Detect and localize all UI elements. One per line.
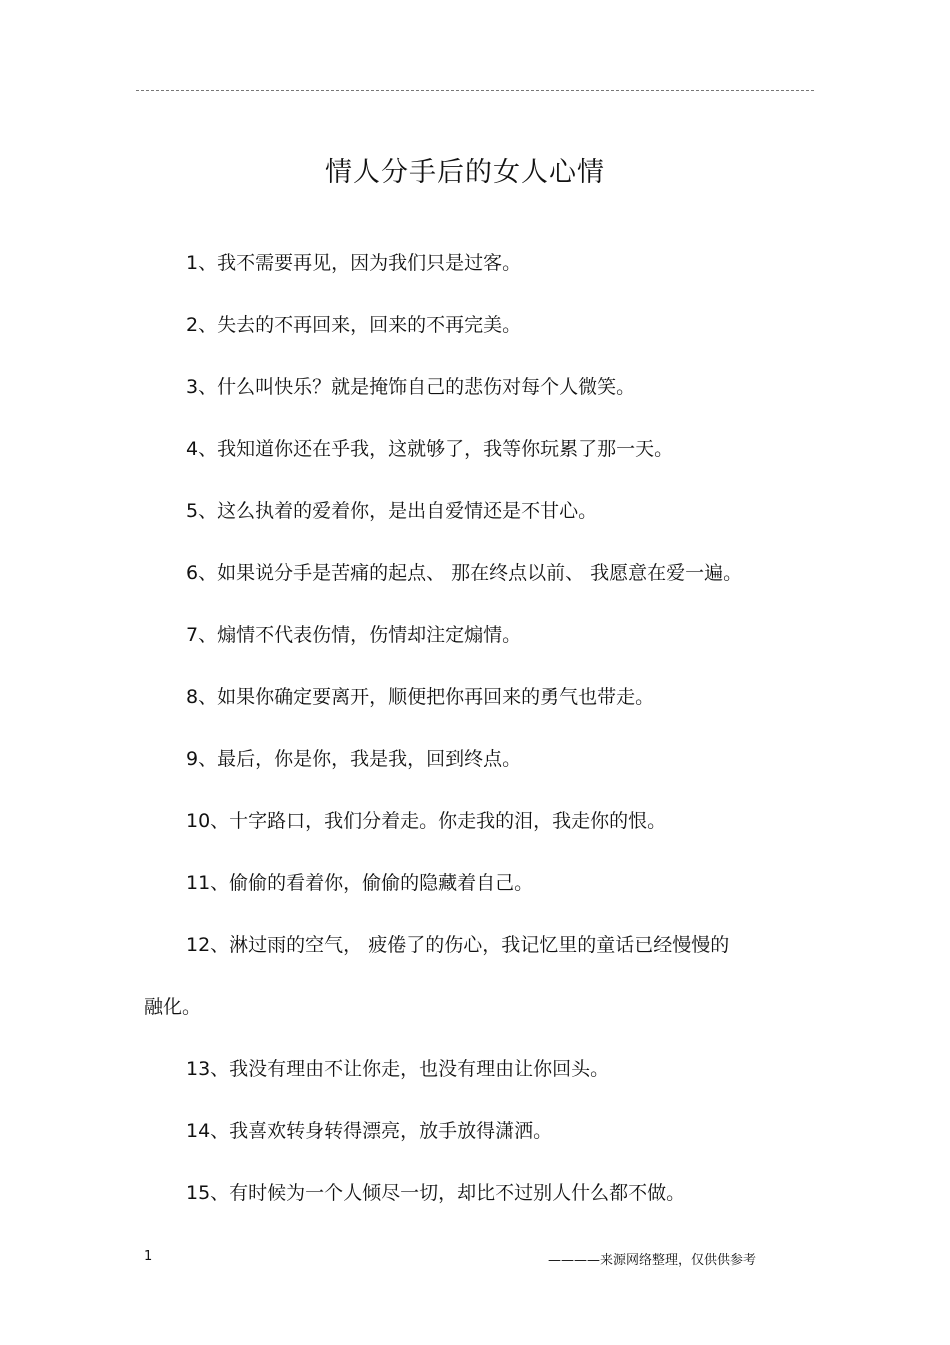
header-rule — [136, 90, 814, 91]
list-item — [0, 294, 950, 356]
list-item-text: 8、如果你确定要离开，顺便把你再回来的勇气也带走。 — [186, 686, 655, 708]
list-item-text: 2、失去的不再回来，回来的不再完美。 — [186, 314, 522, 336]
list-item — [0, 604, 950, 666]
list-item — [0, 1038, 950, 1100]
list-item — [0, 914, 950, 1038]
page-title: 情人分手后的女人心情 — [325, 157, 605, 188]
list-item — [0, 666, 950, 728]
list-item — [0, 852, 950, 914]
list-item-text: 6、如果说分手是苦痛的起点、 那在终点以前、 我愿意在爱一遍。 — [186, 562, 743, 584]
list-item — [0, 542, 950, 604]
list-item-text: 15、有时候为一个人倾尽一切，却比不过别人什么都不做。 — [186, 1182, 686, 1204]
list-item-continuation: 融化。 — [144, 996, 202, 1018]
list-item-text: 10、十字路口，我们分着走。你走我的泪，我走你的恨。 — [186, 810, 667, 832]
list-item-text: 5、这么执着的爱着你，是出自爱情还是不甘心。 — [186, 500, 598, 522]
list-item — [0, 356, 950, 418]
list-item-text: 14、我喜欢转身转得漂亮，放手放得潇洒。 — [186, 1120, 553, 1142]
list-item — [0, 418, 950, 480]
list-item-text: 11、偷偷的看着你，偷偷的隐藏着自己。 — [186, 872, 534, 894]
list-item — [0, 232, 950, 294]
list-item-text: 3、什么叫快乐？就是掩饰自己的悲伤对每个人微笑。 — [186, 376, 636, 398]
list-item — [0, 480, 950, 542]
footer-note: ————来源网络整理，仅供供参考 — [548, 1253, 757, 1268]
list-item-text: 1、我不需要再见，因为我们只是过客。 — [186, 252, 522, 274]
page-number: 1 — [144, 1249, 153, 1264]
list-item — [0, 1162, 950, 1224]
list-item-text: 7、煽情不代表伤情，伤情却注定煽情。 — [186, 624, 522, 646]
list-item-text: 13、我没有理由不让你走，也没有理由让你回头。 — [186, 1058, 610, 1080]
quote-list — [0, 232, 950, 1224]
list-item-text: 9、最后，你是你，我是我，回到终点。 — [186, 748, 522, 770]
list-item — [0, 790, 950, 852]
list-item — [0, 728, 950, 790]
list-item — [0, 1100, 950, 1162]
list-item-text: 4、我知道你还在乎我，这就够了，我等你玩累了那一天。 — [186, 438, 674, 460]
list-item-text: 12、淋过雨的空气， 疲倦了的伤心，我记忆里的童话已经慢慢的 — [186, 934, 730, 956]
